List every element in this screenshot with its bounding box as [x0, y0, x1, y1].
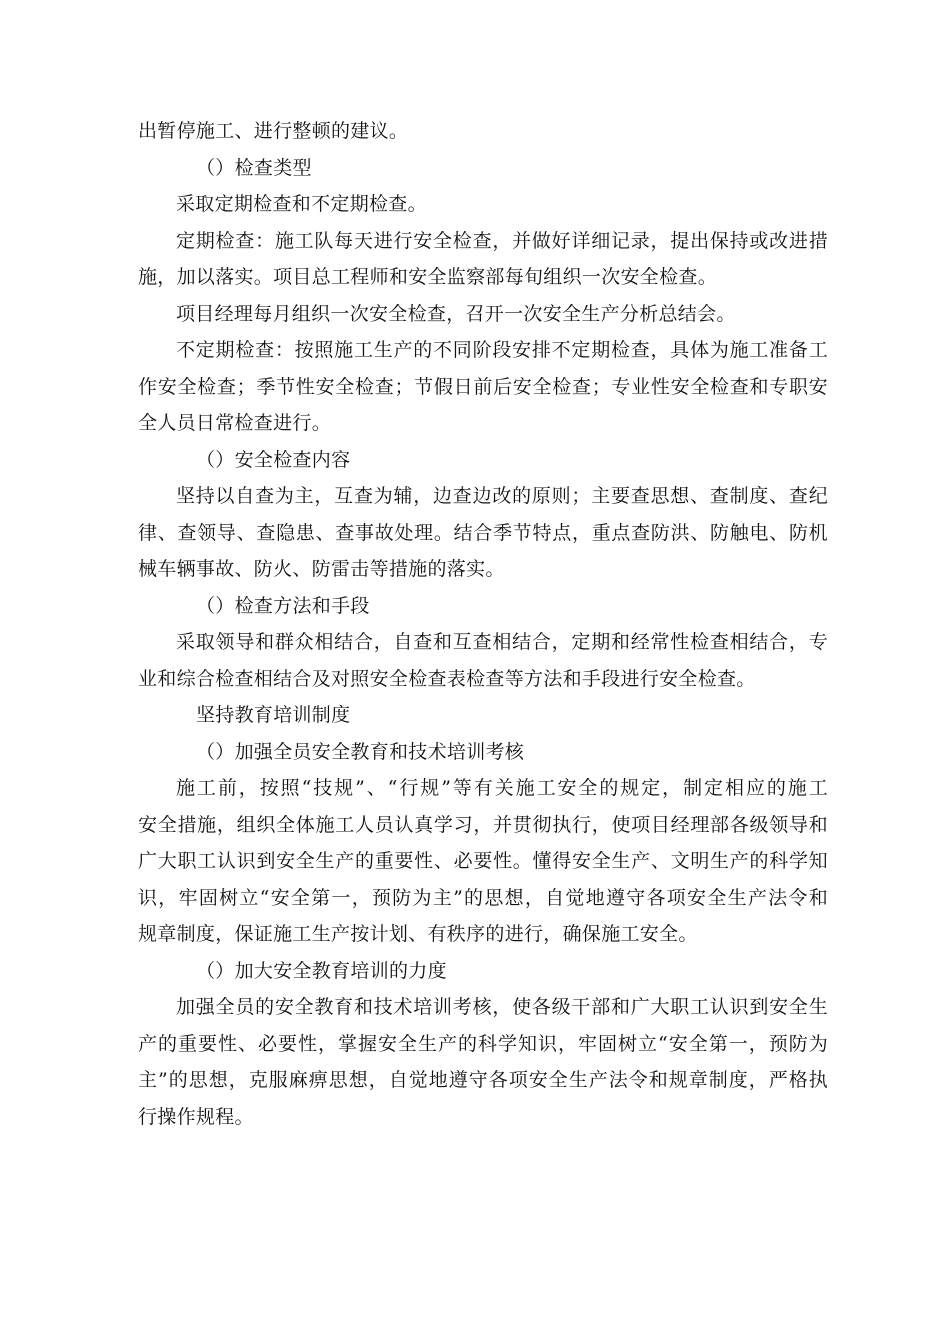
text-line: 全人员日常检查进行。	[138, 412, 332, 434]
section-heading: （）加大安全教育培训的力度	[196, 959, 447, 982]
section-heading: （）加强全员安全教育和技术培训考核	[196, 740, 525, 763]
section-heading: （）安全检查内容	[196, 448, 351, 471]
text-line: 项目经理每月组织一次安全检查，召开一次安全生产分析总结会。	[176, 302, 736, 325]
text-line: 安全措施，组织全体施工人员认真学习，并贯彻执行，使项目经理部各级领导和	[138, 813, 828, 836]
section-heading: （）检查类型	[196, 156, 312, 179]
text-line: 不定期检查：按照施工生产的不同阶段安排不定期检查，具体为施工准备工	[176, 339, 828, 361]
text-line: 广大职工认识到安全生产的重要性、必要性。懂得安全生产、文明生产的科学知	[138, 850, 828, 872]
text-line: 作安全检查；季节性安全检查；节假日前后安全检查；专业性安全检查和专职安	[138, 375, 828, 398]
text-line: 识，牢固树立“安全第一，预防为主”的思想，自觉地遵守各项安全生产法令和	[138, 886, 828, 909]
text-line: 加强全员的安全教育和技术培训考核，使各级干部和广大职工认识到安全生	[176, 996, 828, 1018]
text-line: 坚持以自查为主，互查为辅，边查边改的原则；主要查思想、查制度、查纪	[176, 485, 828, 507]
section-heading: 坚持教育培训制度	[196, 704, 351, 726]
section-heading: （）检查方法和手段	[196, 594, 370, 617]
text-line: 产的重要性、必要性，掌握安全生产的科学知识，牢固树立“安全第一，预防为	[138, 1032, 828, 1055]
text-line: 主”的思想，克服麻痹思想，自觉地遵守各项安全生产法令和规章制度，严格执	[138, 1069, 828, 1091]
text-line: 定期检查：施工队每天进行安全检查，并做好详细记录，提出保持或改进措	[176, 229, 828, 252]
text-line: 规章制度，保证施工生产按计划、有秩序的进行，确保施工安全。	[138, 923, 698, 945]
document-body	[138, 113, 828, 1135]
text-line: 采取领导和群众相结合，自查和互查相结合，定期和经常性检查相结合，专	[176, 631, 828, 653]
text-line: 施工前，按照“技规”、“行规”等有关施工安全的规定，制定相应的施工	[176, 777, 828, 799]
text-line: 行操作规程。	[138, 1105, 254, 1128]
text-line: 施，加以落实。项目总工程师和安全监察部每旬组织一次安全检查。	[138, 266, 718, 288]
text-line: 律、查领导、查隐患、查事故处理。结合季节特点，重点查防洪、防触电、防机	[138, 521, 828, 544]
text-line: 械车辆事故、防火、防雷击等措施的落实。	[138, 558, 505, 580]
text-line: 业和综合检查相结合及对照安全检查表检查等方法和手段进行安全检查。	[138, 667, 756, 690]
text-line: 出暂停施工、进行整顿的建议。	[138, 120, 409, 142]
text-line: 采取定期检查和不定期检查。	[176, 193, 427, 215]
